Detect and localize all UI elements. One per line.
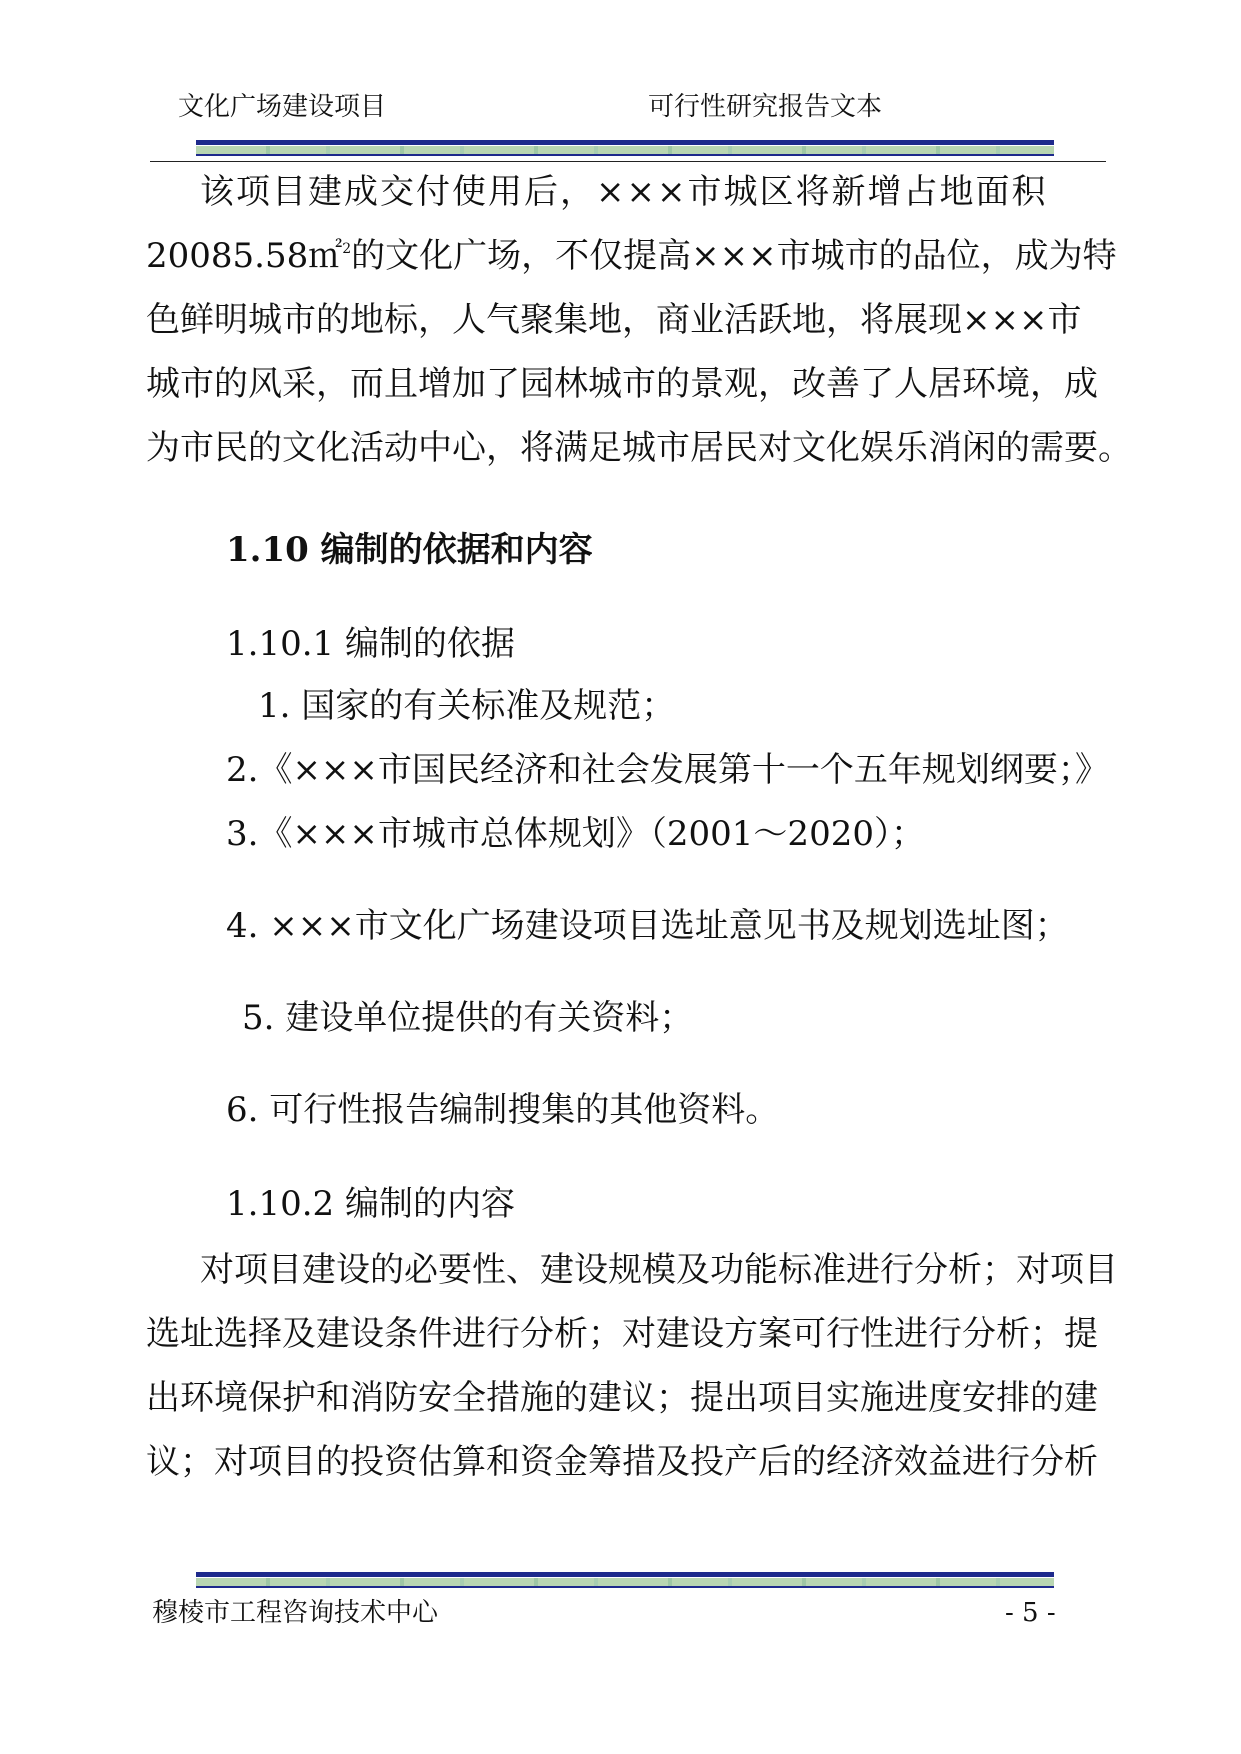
- header-rule: [150, 161, 1106, 162]
- subsection-basis-title: 1.10.1 编制的依据: [226, 624, 515, 664]
- para2-line1: 对项目建设的必要性、建设规模及功能标准进行分析；对项目: [200, 1250, 1118, 1290]
- basis-item-1: 1. 国家的有关标准及规范；: [258, 686, 676, 726]
- para2-line4: 议；对项目的投资估算和资金筹措及投产后的经济效益进行分析: [146, 1442, 1098, 1482]
- subsection-content-title: 1.10.2 编制的内容: [226, 1184, 515, 1224]
- header-decorative-band: [196, 140, 1054, 156]
- footer-organization: 穆棱市工程咨询技术中心: [152, 1598, 439, 1628]
- basis-item-6: 6. 可行性报告编制搜集的其他资料。: [226, 1090, 780, 1130]
- area-value: 20085.58㎡: [146, 236, 343, 276]
- basis-item-5: 5. 建设单位提供的有关资料；: [242, 998, 694, 1038]
- section-title: 1.10 编制的依据和内容: [226, 530, 593, 570]
- header-project-title: 文化广场建设项目: [178, 92, 387, 122]
- para2-line2: 选址选择及建设条件进行分析；对建设方案可行性进行分析；提: [146, 1314, 1098, 1354]
- para2-line3: 出环境保护和消防安全措施的建议；提出项目实施进度安排的建: [146, 1378, 1098, 1418]
- para1-line2: [146, 236, 1117, 276]
- footer-decorative-band: [196, 1572, 1054, 1588]
- basis-item-4: 4. ×××市文化广场建设项目选址意见书及规划选址图；: [226, 906, 1069, 946]
- para1-line5: 为市民的文化活动中心，将满足城市居民对文化娱乐消闲的需要。: [146, 428, 1132, 468]
- para1-line2-text: 的文化广场，不仅提高×××市城市的品位，成为特: [351, 236, 1117, 276]
- para1-line1: 该项目建成交付使用后，×××市城区将新增占地面积: [200, 172, 1048, 212]
- area-superscript: 2: [342, 241, 352, 257]
- header-document-type: 可行性研究报告文本: [648, 92, 883, 122]
- para1-line3: 色鲜明城市的地标，人气聚集地，商业活跃地，将展现×××市: [146, 300, 1082, 340]
- basis-item-3: 3.《×××市城市总体规划》（2001～2020）；: [226, 814, 925, 854]
- basis-item-2: 2.《×××市国民经济和社会发展第十一个五年规划纲要；》: [226, 750, 1109, 790]
- page-number: - 5 -: [1005, 1598, 1056, 1628]
- para1-line4: 城市的风采，而且增加了园林城市的景观，改善了人居环境，成: [146, 364, 1098, 404]
